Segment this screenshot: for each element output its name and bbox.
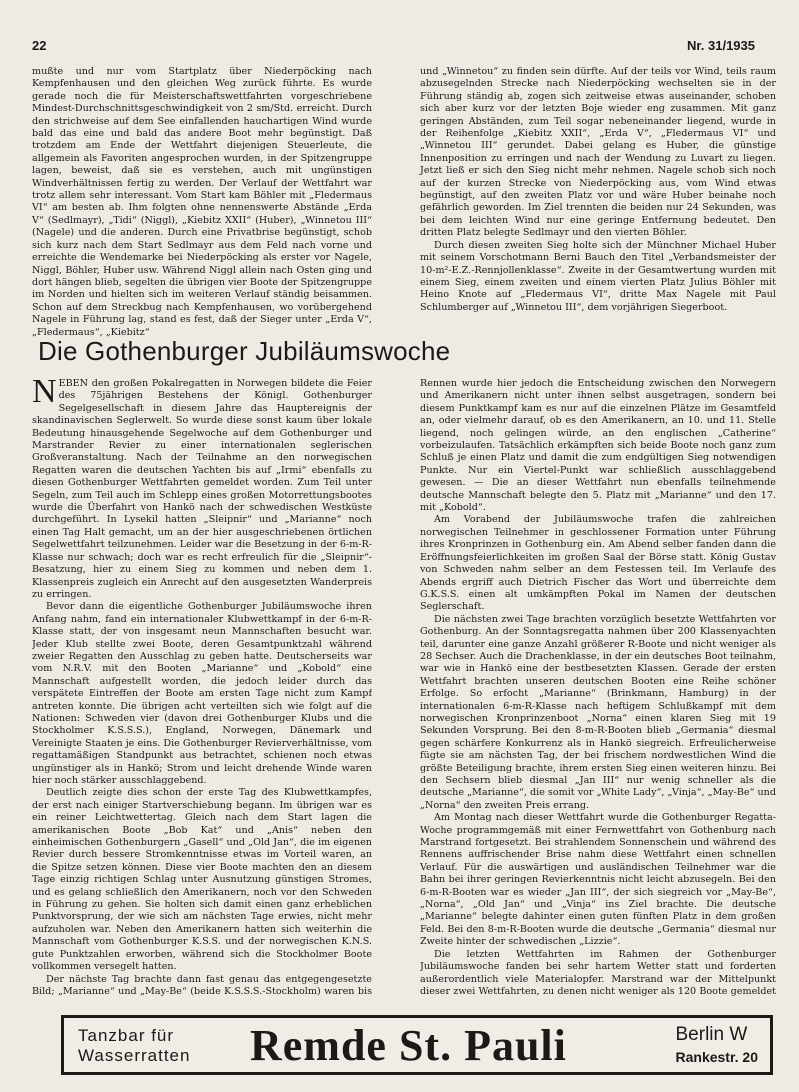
- article-left-column: [32, 378, 372, 998]
- article-paragraph: Deutlich zeigte dies schon der erste Tag des Klubwettkampfes, der erst nach einiger Startverschiebung begann. Im übrigen war es ein reiner Leichtwettertag. Gleich nach dem Start lagen die amerikanischen Boote „Bob Kat“ und „Anis“ neben den einheimischen Gothenburgern „Gasell“ und „Old Jan“, die im eigenen Revier durch bessere Stromkenntnisse etwas im Vorteil waren, an die Spitze setzen können. Diese vier Boote machten den an diesem Tage einzig richtigen Schlag unter Ausnutzung günstigen Stromes, und es gelang schließlich den Amerikanern, noch vor den Schweden in Führung zu gehen. Sie holten sich damit einen ganz erheblichen Punktvorsprung, der wie sich am nächsten Tage erwies, nicht mehr aufzuholen war. Neben den Amerikanern hatten sich weiterhin die Mannschaft vom Gothenburger K.S.S. und der norwegischen K.N.S. gute Punktzahlen erworben, während sich die Stockholmer Boote vollkommen versegelt hatten.: [32, 787, 372, 973]
- article-headline: Die Gothenburger Jubiläumswoche: [38, 336, 451, 366]
- ad-tagline-line: Wasserratten: [78, 1046, 191, 1065]
- article-paragraph: Am Vorabend der Jubiläumswoche trafen die zahlreichen norwegischen Teilnehmer in geschlossener Formation unter Führung ihres Kronprinzen in Gothenburg ein. Am Abend selber fanden dann die Eröffnungsfeierlichkeiten im großen Saal der Börse statt. König Gustav von Schweden nahm selber an dem Festessen teil. Im Verlaufe des Abends ergriff auch Dietrich Fischer das Wort und überreichte dem G.K.S.S. einen alt umkämpften Pokal im Namen der deutschen Seglerschaft.: [420, 514, 776, 613]
- ad-tagline: [78, 1026, 190, 1066]
- top-left-column: [32, 66, 372, 339]
- issue-number: Nr. 31/1935: [687, 38, 755, 53]
- ad-tagline-line: Tanzbar für: [78, 1026, 175, 1045]
- page-number: 22: [32, 38, 47, 53]
- article-paragraph: Rennen wurde hier jedoch die Entscheidung zwischen den Norwegern und Amerikanern nicht unter ihnen selbst ausgetragen, sondern bei diesem Punktkampf kam es nur auf die einzelnen Plätze im Gesamtfeld an, oder vielmehr darauf, ob es den Amerikanern, an 10. und 11. Stelle liegend, noch gelingen würde, an den englischen „Catherine“ vorbeizulaufen. Tatsächlich erkämpften sich beide Boote noch ganz zum Schluß je einen Platz und damit die zum endgültigen Sieg notwendigen Punkte. Nur ein Viertel-Punkt war schließlich ausschlaggebend gewesen. — Die an dieser Wettfahrt nun ebenfalls teilnehmende deutsche Mannschaft belegte den 5. Platz mit „Marianne“ und den 17. mit „Kobold“.: [420, 378, 776, 514]
- article-paragraph: Bevor dann die eigentliche Gothenburger Jubiläumswoche ihren Anfang nahm, fand ein internationaler Klubwettkampf in der 6-m-R-Klasse statt, der von insgesamt neun Mannschaften besucht war. Jeder Klub stellte zwei Boote, deren Gesamtpunktzahl während zweier Regatten den Ausschlag zu geben hatte. Deutscherseits war vom N.R.V. mit den Booten „Marianne“ und „Kobold“ eine Mannschaft aufgestellt worden, die jedoch leider durch das verspätete Eintreffen der Boote am ersten Tage nicht zum Kampf antreten konnte. Die übrigen acht verteilten sich wie folgt auf die Nationen: Schweden vier (davon drei Gothenburger Klubs und die Stockholmer K.S.S.S.), England, Norwegen, Dänemark und Vereinigte Staaten je eins. Die Gothenburger Revierverhältnisse, vom regattamäßigen Standpunkt aus betrachtet, schienen noch etwas ungünstiger als in Hankö; Strom und leicht drehende Winde waren hier noch stärker ausschlaggebend.: [32, 601, 372, 786]
- ad-brand-name: Remde St. Pauli: [250, 1021, 567, 1070]
- top-right-paragraph: und „Winnetou“ zu finden sein dürfte. Auf der teils vor Wind, teils raum abzusegelnden Strecke nach Niederpöcking wechselten sie in der Führung ständig ab, zogen sich zeitweise etwas auseinander, schoben sich aber kurz vor der letzten Boje wieder eng zusammen. Mit ganz geringen Abständen, zum Teil sogar nebeneinander liegend, wurde in der Reihenfolge „Kiebitz XXII“, „Erda V“, „Fledermaus VI“ und „Winnetou III“ gerundet. Dabei gelang es Huber, die günstige Innenposition zu erringen und nach der Wendung zu Luvart zu liegen. Jetzt ließ er sich den Sieg nicht mehr nehmen. Nagele schob sich noch auf der kurzen Strecke von Niederpöcking aus, vom Wind etwas begünstigt, auf den zweiten Platz vor und wäre Huber beinahe noch gefährlich geworden. Im Ziel trennten die beiden nur 24 Sekunden, was bei dem leichten Wind nur eine geringe Entfernung bedeutet. Den dritten Platz belegte Sedlmayr und den vierten Böhler.: [420, 66, 776, 239]
- article-paragraph: Die letzten Wettfahrten im Rahmen der Gothenburger Jubiläumswoche fanden bei sehr hartem Wetter statt und forderten außerordentlich viele Materialopfer. Marstrand war der Mittelpunkt dieser zwei Wettfahrten, zu denen nicht weniger als 120 Boote gemeldet: [420, 948, 776, 997]
- article-lead-paragraph: [32, 378, 372, 601]
- ad-address: [676, 1024, 759, 1068]
- article-paragraph: Am Montag nach dieser Wettfahrt wurde die Gothenburger Regatta-Woche programmgemäß mit einer Fernwettfahrt von Gothenburg nach Marstrand fortgesetzt. Bei strahlendem Sonnenschein und während des Rennens auffrischender Brise nahm diese Wettfahrt einen schnellen Verlauf. Für die auswärtigen und ausländischen Teilnehmer war die Bahn bei ihrer geringen Revierkenntnis nicht leicht abzusegeln. Bei den 6-m-R-Booten war es wieder „Jan III“, der sich siegreich vor „May-Be“, „Norna“, „Old Jan“ und „Vinja“ ins Ziel brachte. Die deutsche „Marianne“ belegte dahinter einen guten fünften Platz in dem großen Feld. Bei den 8-m-R-Booten wurde die deutsche „Germania“ diesmal nur Zweite hinter der schwedischen „Lizzie“.: [420, 812, 776, 948]
- article-paragraph: Die nächsten zwei Tage brachten vorzüglich besetzte Wettfahrten vor Gothenburg. An der Sonntagsregatta nahmen über 200 Klassenyachten teil, darunter eine ganze Anzahl größerer R-Boote und nicht weniger als 28 Sechser. Auch die Drachenklasse, in der ein deutsches Boot teilnahm, war wie in Hankö eine der bestbesetzten Klassen. Gerade der ersten Wettfahrt brachten unseren deutschen Booten eine Reihe schöner Erfolge. So erfocht „Marianne“ (Brinkmann, Hamburg) in der internationalen 6-m-R-Klasse nach heftigem Schlußkampf mit dem norwegischen Kronprinzenboot „Norna“ einen klaren Sieg mit 19 Sekunden Vorsprung. Bei den 8-m-R-Booten blieb „Germania“ diesmal gegen schärfere Konkurrenz als in Hankö siegreich. Erfreulicherweise fügte sie am nächsten Tag, der bei frischem nordwestlichen Wind die größte Beteiligung brachte, ihrem ersten Sieg einen weiteren hinzu. Bei den Sechsern blieb diesmal „Jan III“ nur wenig schneller als die deutsche „Marianne“, die somit vor „White Lady“, „Vinja“, „May-Be“ und „Norna“ den zweiten Preis errang.: [420, 613, 776, 811]
- article-right-column: [420, 378, 776, 998]
- drop-cap: N: [32, 378, 57, 410]
- advertisement-banner: [61, 1015, 773, 1075]
- top-left-paragraph: mußte und nur vom Startplatz über Niederpöcking nach Kempfenhausen und den gleichen Weg zurück führte. Es wurde gerade noch die für Meisterschaftswettfahrten vorgeschriebene Mindest-Durchschnittsgeschwindigkeit von 2 sm/Std. erreicht. Durch den strichweise auf dem See einfallenden hauchartigen Wind wurde bald das eine und bald das andere Boot mehr begünstigt. Daß trotzdem am Ende der Wettfahrt diejenigen Steuerleute, die allgemein als Favoriten angesprochen wurden, in der Spitzengruppe lagen, beweist, daß sie es verstehen, auch mit ungünstigen Windverhältnissen fertig zu werden. Der Verlauf der Wettfahrt war trotz allem sehr interessant. Vom Start kam Böhler mit „Fledermaus VI“ am besten ab. Ihm folgten ohne nennenswerte Abstände „Erda V“ (Sedlmayr), „Tidi“ (Niggl), „Kiebitz XXII“ (Huber), „Winnetou III“ (Nagele) und die anderen. Durch eine Privatbrise begünstigt, schob sich kurz nach dem Start Sedlmayr aus dem Feld nach vorne und erreichte die Wendemarke bei Niederpöcking als erster vor Nagele, Niggl, Böhler, Huber usw. Während Niggl allein nach Osten ging und dort hängen blieb, segelten die übrigen vier Boote der Spitzengruppe im Norden und hielten sich im weiteren Verlauf ständig beisammen. Schon auf dem Streckbug nach Kempfenhausen, wo vorübergehend Nagele in Führung lag, stand es fest, daß der Sieger unter „Erda V“, „Fledermaus“, „Kiebitz“: [32, 66, 372, 338]
- ad-city: Berlin W: [675, 1024, 748, 1045]
- ad-street: Rankestr. 20: [675, 1049, 758, 1065]
- article-paragraph: Der nächste Tag brachte dann fast genau das entgegengesetzte Bild; „Marianne“ und „May-Be“ (beide K.S.S.S.-Stockholm) waren bis: [32, 973, 372, 997]
- top-right-column: [420, 66, 776, 314]
- lead-text: EBEN den großen Pokalregatten in Norwegen bildete die Feier des 75jährigen Bestehens der Königl. Gothenburger Segelgesellschaft in diesem Jahre das Hauptereignis der skandinavischen Seglerwelt. So wurde diese sonst kaum über lokale Bedeutung hinausgehende Segelwoche auf dem Gothenburger und Marstrander Revier zu einer internationalen seglerischen Großveranstaltung. Nach der Teilnahme an den norwegischen Regatten waren die deutschen Yachten bis auf „Irmi“ ebenfalls zu diesen Gothenburger Wettfahrten gemeldet worden. Zum Teil unter Segeln, zum Teil auch im Schlepp eines großen Motorrettungsbootes wurde die Überfahrt von Hankö nach der schwedischen Westküste durchgeführt. In Lysekil hatten „Sleipnir“ und „Marianne“ noch einen Tag Halt gemacht, um an der hier ausgeschriebenen örtlichen Segelwettfahrt teilzunehmen. Leider war die Besetzung in der 6-m-R-Klasse nur schwach; doch war es recht erfreulich für die „Sleipnir“-Besatzung, hier zu einem Sieg zu kommen und neben dem 1. Klassenpreis zugleich ein Anrecht auf den ausgesetzten Wanderpreis zu erringen.: [32, 378, 372, 600]
- top-right-paragraph: Durch diesen zweiten Sieg holte sich der Münchner Michael Huber mit seinem Vorschotmann Berni Bauch den Titel „Verbandsmeister der 10-m²-E.Z.-Rennjollenklasse“. Zweite in der Gesamtwertung wurden mit einem Sieg, einem zweiten und einem vierten Platz Julius Böhler mit Heino Knote auf „Fledermaus VI“, dritte Max Nagele mit Paul Schlumberger auf „Winnetou III“, dem vorjährigen Siegerboot.: [420, 239, 776, 313]
